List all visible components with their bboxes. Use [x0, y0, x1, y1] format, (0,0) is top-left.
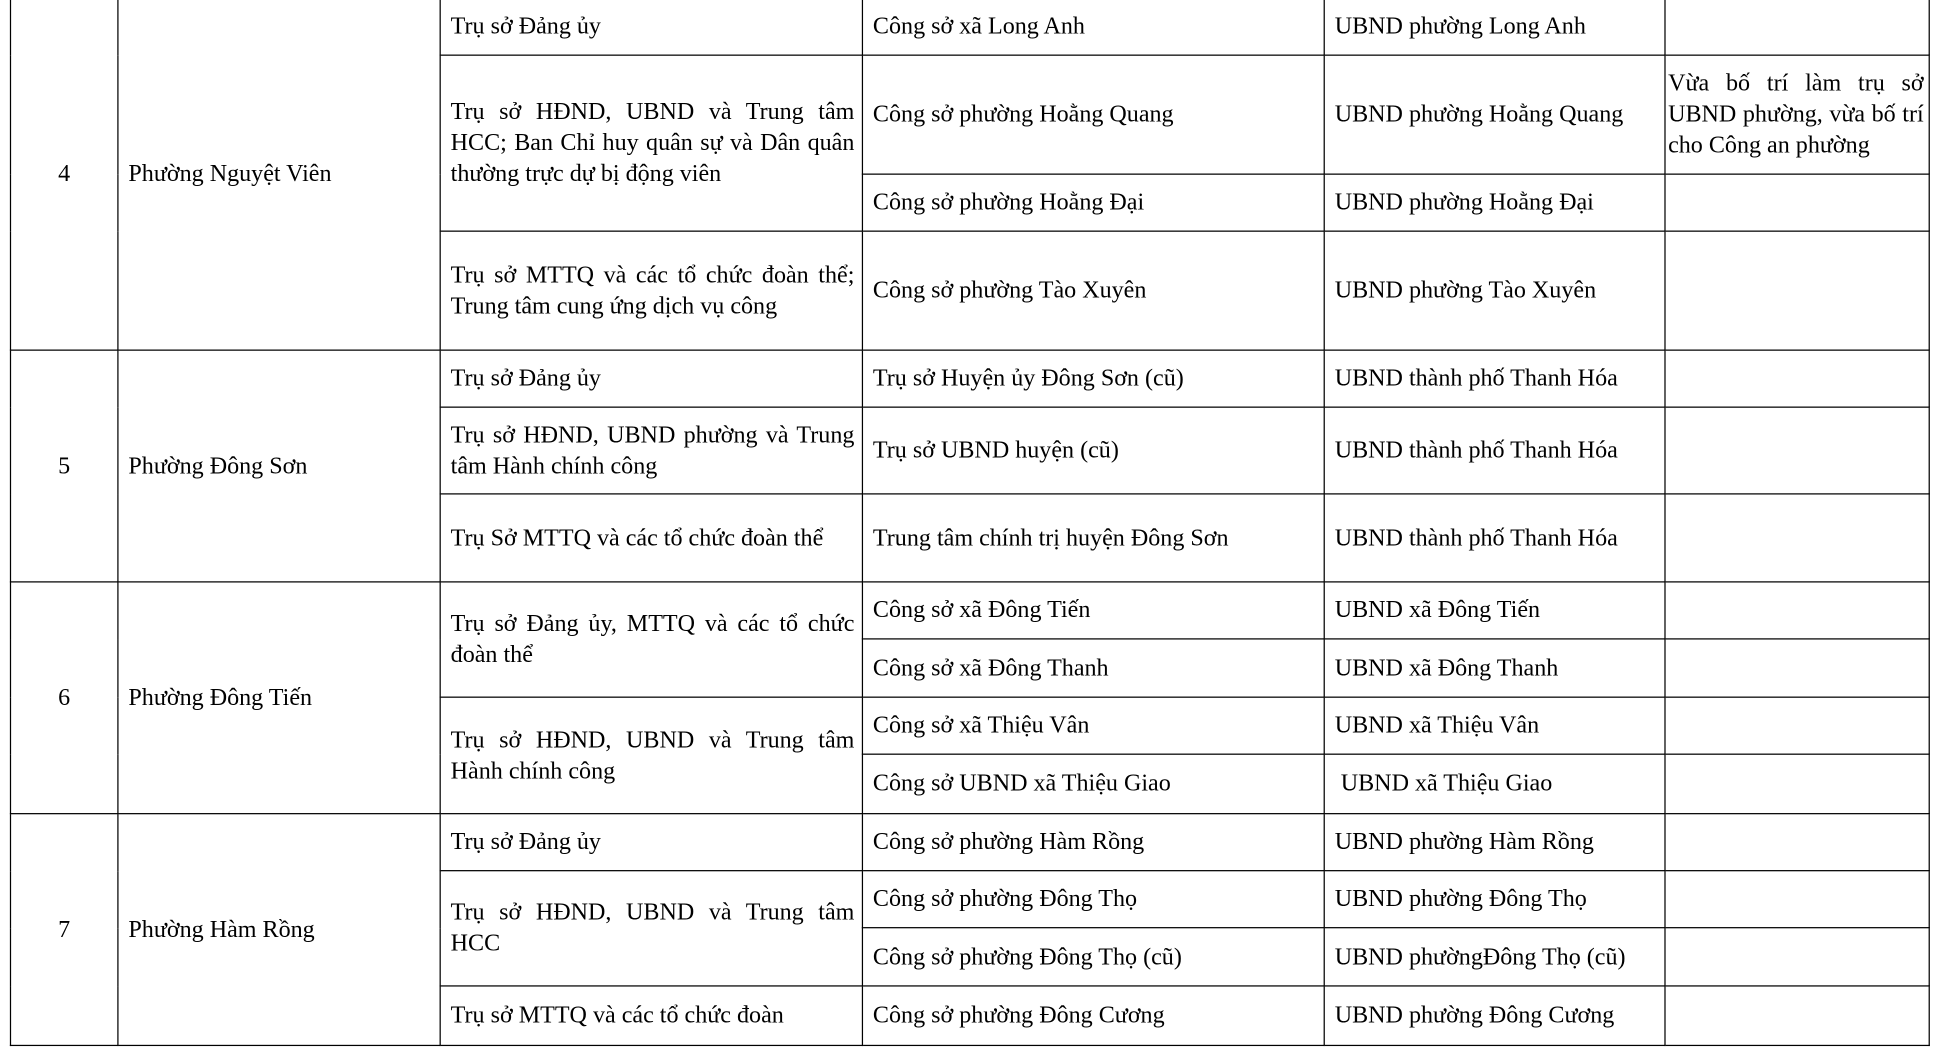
office-function: Trụ sở Đảng ủy: [440, 814, 862, 871]
managing-unit: UBND phường Tào Xuyên: [1324, 231, 1665, 350]
managing-unit: UBND phường Hoằng Quang: [1324, 55, 1665, 174]
note-cell: [1665, 582, 1929, 639]
office-location: Công sở phường Đông Thọ: [862, 871, 1324, 928]
office-location: Công sở phường Hàm Rồng: [862, 814, 1324, 871]
office-location: Công sở phường Đông Cương: [862, 986, 1324, 1045]
table-row: [10, 0, 1929, 55]
managing-unit: UBND xã Thiệu Giao: [1324, 754, 1665, 813]
office-location: Công sở phường Hoằng Quang: [862, 55, 1324, 174]
office-function: Trụ sở HĐND, UBND và Trung tâm HCC; Ban Chỉ huy quân sự và Dân quân thường trực dự bị động viên: [440, 55, 862, 231]
note-cell: [1665, 639, 1929, 697]
note-cell: [1665, 697, 1929, 754]
managing-unit: UBND phường Long Anh: [1324, 0, 1665, 55]
group-number: 7: [10, 814, 117, 1046]
note-cell: [1665, 871, 1929, 928]
managing-unit: UBND phường Đông Cương: [1324, 986, 1665, 1045]
office-function: Trụ Sở MTTQ và các tổ chức đoàn thể: [440, 494, 862, 582]
note-cell: [1665, 231, 1929, 350]
office-function: Trụ sở HĐND, UBND và Trung tâm Hành chính công: [440, 697, 862, 814]
note-cell: [1665, 928, 1929, 986]
office-function: Trụ sở HĐND, UBND và Trung tâm HCC: [440, 871, 862, 986]
group-number: 6: [10, 582, 117, 814]
office-allocation-table: [10, 0, 1930, 1046]
note-cell: [1665, 754, 1929, 813]
group-number: 4: [10, 0, 117, 350]
managing-unit: UBND thành phố Thanh Hóa: [1324, 494, 1665, 582]
office-location: Trụ sở Huyện ủy Đông Sơn (cũ): [862, 350, 1324, 407]
note-cell: Vừa bố trí làm trụ sở UBND phường, vừa bố trí cho Công an phường: [1665, 55, 1929, 174]
managing-unit: UBND thành phố Thanh Hóa: [1324, 407, 1665, 494]
office-location: Công sở xã Đông Thanh: [862, 639, 1324, 697]
ward-name: Phường Đông Tiến: [118, 582, 440, 814]
office-function: Trụ sở Đảng ủy: [440, 0, 862, 55]
office-function: Trụ sở MTTQ và các tổ chức đoàn: [440, 986, 862, 1045]
table-row: [10, 350, 1929, 407]
managing-unit: UBND phường Hàm Rồng: [1324, 814, 1665, 871]
ward-name: Phường Nguyệt Viên: [118, 0, 440, 350]
office-location: Công sở xã Long Anh: [862, 0, 1324, 55]
group-number: 5: [10, 350, 117, 582]
note-cell: [1665, 494, 1929, 582]
office-location: Công sở phường Hoằng Đại: [862, 174, 1324, 231]
note-cell: [1665, 986, 1929, 1045]
table-row: [10, 814, 1929, 871]
office-function: Trụ sở MTTQ và các tổ chức đoàn thể; Trung tâm cung ứng dịch vụ công: [440, 231, 862, 350]
managing-unit: UBND xã Đông Thanh: [1324, 639, 1665, 697]
managing-unit: UBND xã Thiệu Vân: [1324, 697, 1665, 754]
managing-unit: UBND phường Đông Thọ: [1324, 871, 1665, 928]
note-cell: [1665, 174, 1929, 231]
ward-name: Phường Hàm Rồng: [118, 814, 440, 1046]
office-location: Trung tâm chính trị huyện Đông Sơn: [862, 494, 1324, 582]
managing-unit: UBND xã Đông Tiến: [1324, 582, 1665, 639]
ward-name: Phường Đông Sơn: [118, 350, 440, 582]
office-location: Công sở phường Đông Thọ (cũ): [862, 928, 1324, 986]
office-function: Trụ sở HĐND, UBND phường và Trung tâm Hành chính công: [440, 407, 862, 494]
managing-unit: UBND phường Hoằng Đại: [1324, 174, 1665, 231]
office-location: Công sở xã Đông Tiến: [862, 582, 1324, 639]
managing-unit: UBND phườngĐông Thọ (cũ): [1324, 928, 1665, 986]
office-location: Công sở UBND xã Thiệu Giao: [862, 754, 1324, 813]
note-cell: [1665, 350, 1929, 407]
office-location: Công sở xã Thiệu Vân: [862, 697, 1324, 754]
table-row: [10, 582, 1929, 639]
office-function: Trụ sở Đảng ủy, MTTQ và các tổ chức đoàn thể: [440, 582, 862, 697]
managing-unit: UBND thành phố Thanh Hóa: [1324, 350, 1665, 407]
note-cell: [1665, 0, 1929, 55]
office-location: Công sở phường Tào Xuyên: [862, 231, 1324, 350]
note-cell: [1665, 407, 1929, 494]
note-cell: [1665, 814, 1929, 871]
office-location: Trụ sở UBND huyện (cũ): [862, 407, 1324, 494]
office-function: Trụ sở Đảng ủy: [440, 350, 862, 407]
